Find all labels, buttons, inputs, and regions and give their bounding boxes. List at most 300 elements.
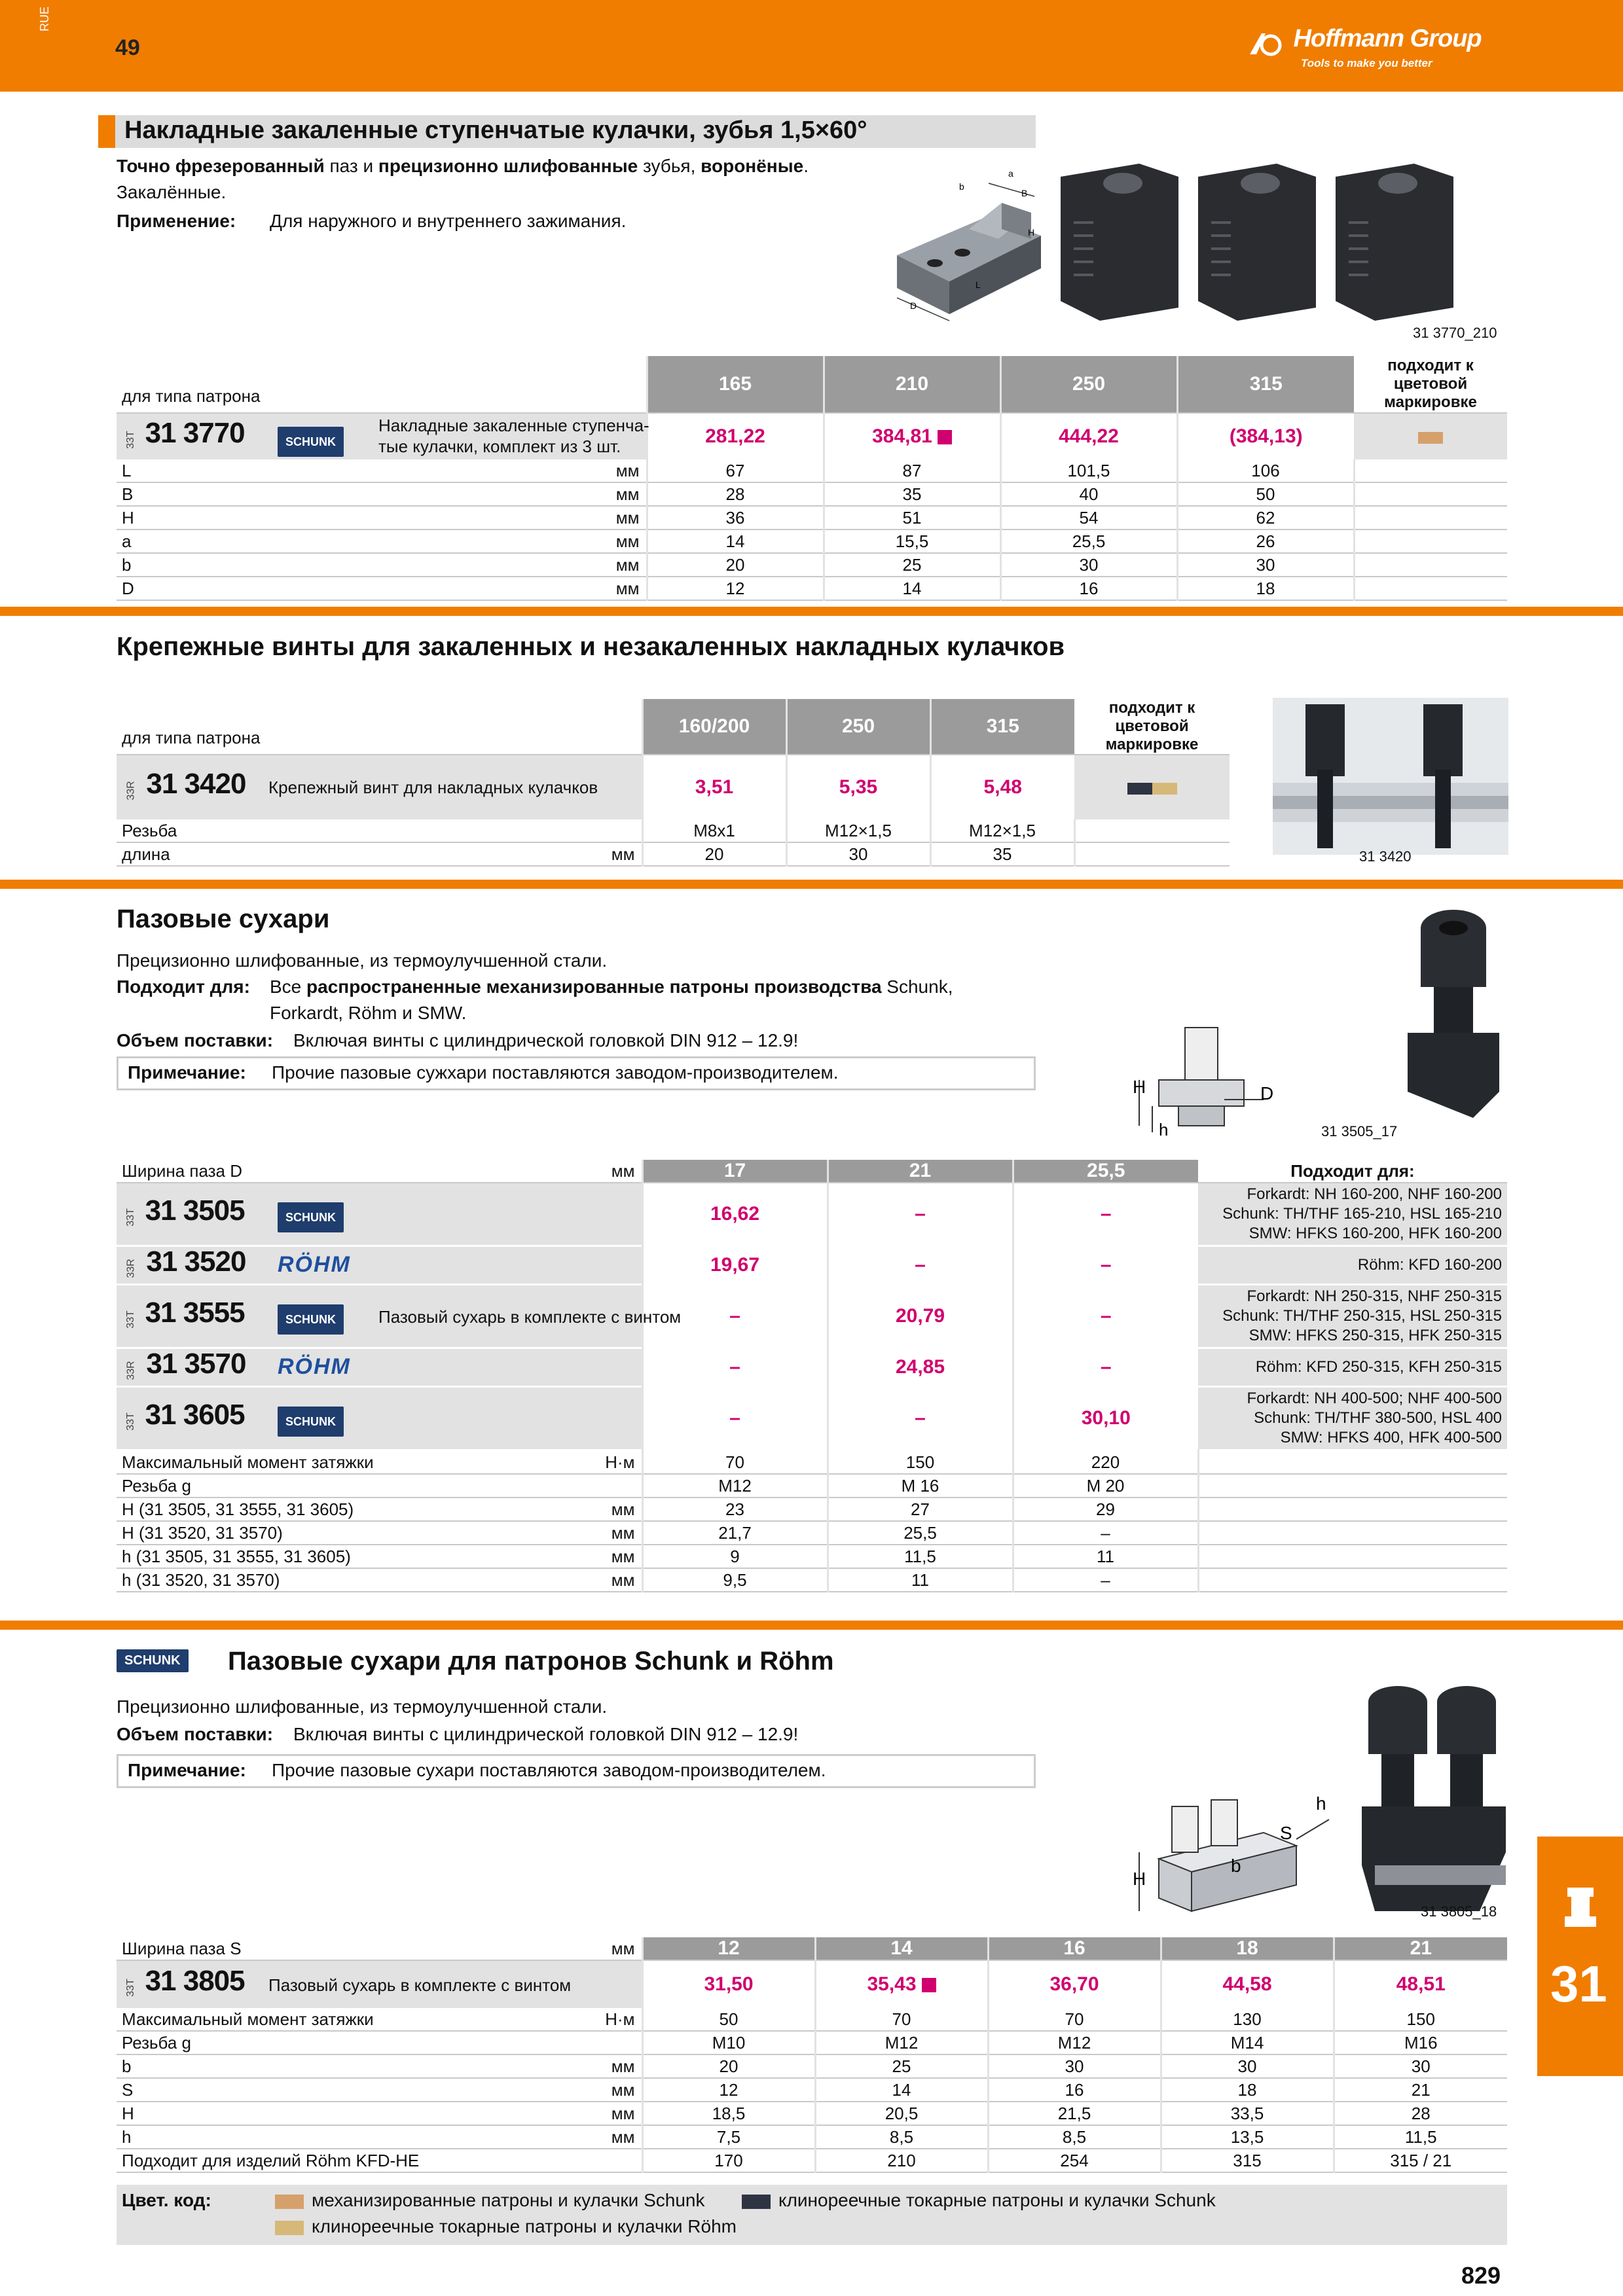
spec-unit: мм (611, 1523, 635, 1543)
spec-label: S (122, 2080, 134, 2100)
fits-line: Schunk: TH/THF 250-315, HSL 250-315 (1222, 1307, 1502, 1325)
schunk-brand-logo: SCHUNK (278, 427, 344, 457)
price-cell: – (642, 1285, 828, 1348)
spec-value: 28 (1334, 2102, 1507, 2125)
empty-cell (1354, 529, 1507, 553)
chapter-tab[interactable] (1537, 1837, 1623, 2076)
article-desc-line1: Накладные закаленные ступенча- (378, 416, 649, 435)
size-col: 165 (647, 356, 824, 413)
spec-row (117, 553, 1507, 577)
spec-row (117, 2149, 1507, 2172)
spec-row (117, 819, 1230, 842)
delivery-text: Включая винты с цилиндрической головкой DIN 912 – 12.9! (293, 1030, 799, 1050)
spec-value: 50 (1177, 482, 1354, 506)
fits-text (270, 974, 953, 1000)
article-desc: Пазовый сухарь в комплекте с винтом (268, 1975, 572, 1995)
price-cell (815, 1960, 988, 2008)
price-cell: 5,48 (930, 755, 1074, 819)
section1-title: Накладные закаленные ступенчатые кулачки, зубья 1,5×60° (124, 117, 867, 144)
head-label (117, 1160, 642, 1183)
spec-value: 30 (1000, 553, 1177, 577)
spec-value: 25,5 (828, 1521, 1013, 1545)
spec-value: 20 (647, 553, 824, 577)
spec-value: 14 (647, 529, 824, 553)
color-swatch-cell (1074, 755, 1230, 819)
head-label-text: Ширина паза D (122, 1161, 243, 1181)
price-cell: – (828, 1387, 1013, 1450)
spec-unit: мм (611, 1499, 635, 1519)
spec-value: 25 (815, 2054, 988, 2078)
section1-description (117, 153, 809, 179)
spec-value: 12 (647, 577, 824, 600)
spec-value: 30 (988, 2054, 1161, 2078)
spec-unit: мм (615, 531, 640, 551)
article-row[interactable] (117, 1387, 1507, 1450)
spec-row (117, 577, 1507, 600)
hoffmann-logo[interactable] (1247, 25, 1482, 70)
fits-line: Schunk: TH/THF 380-500, HSL 400 (1254, 1409, 1502, 1427)
t-nut-photo (1395, 902, 1512, 1124)
spec-unit: мм (611, 2080, 635, 2100)
section2-table (117, 699, 1230, 867)
dim-label-b: b (1231, 1856, 1241, 1876)
spec-value: 30 (1334, 2054, 1507, 2078)
spec-label-cell (117, 529, 647, 553)
spec-row (117, 2125, 1507, 2149)
legend-text: механизированные патроны и кулачки Schunk (312, 2190, 705, 2210)
schunk-brand-logo: SCHUNK (117, 1649, 189, 1672)
jaw-drawing (890, 157, 1048, 321)
price-cell: 281,22 (647, 413, 824, 459)
spec-label-cell (117, 2008, 642, 2031)
fits-cell (1198, 1183, 1507, 1246)
note-box (117, 1056, 1036, 1090)
legend-item (275, 2214, 737, 2240)
spec-row (117, 2008, 1507, 2031)
head-unit: мм (611, 1161, 635, 1181)
size-col: 14 (815, 1937, 988, 1960)
spec-value: 9 (642, 1545, 828, 1568)
spec-value: 70 (988, 2008, 1161, 2031)
spec-row (117, 1498, 1507, 1521)
article-desc-line2: тые кулачки, комплект из 3 шт. (378, 437, 621, 456)
spec-label-cell (117, 2102, 642, 2125)
dim-label-S: S (1280, 1823, 1292, 1843)
price-cell: – (1013, 1183, 1198, 1246)
spec-row (117, 506, 1507, 529)
article-number: 31 3520 (146, 1246, 246, 1278)
article-row[interactable] (117, 1960, 1507, 2008)
spec-value: 150 (1334, 2008, 1507, 2031)
spec-value: M12×1,5 (930, 819, 1074, 842)
spec-unit: мм (611, 1570, 635, 1590)
article-row[interactable] (117, 1285, 1507, 1348)
spec-value: 28 (647, 482, 824, 506)
empty-cell (1198, 1450, 1507, 1475)
spec-value: M14 (1161, 2031, 1334, 2054)
spec-value: 27 (828, 1498, 1013, 1521)
logo-tagline: Tools to make you better (1301, 56, 1432, 69)
article-row[interactable] (117, 1183, 1507, 1246)
language-code: RUE (38, 6, 51, 31)
legend-label: Цвет. код: (122, 2190, 211, 2210)
fits-line: Forkardt: NH 400-500; NHF 400-500 (1247, 1390, 1502, 1407)
spec-value: 18 (1161, 2078, 1334, 2102)
section2-image-caption: 31 3420 (1359, 848, 1412, 865)
fits-line: Forkardt: NH 160-200, NHF 160-200 (1247, 1185, 1502, 1203)
spec-value: 70 (815, 2008, 988, 2031)
spec-value: 35 (824, 482, 1000, 506)
section4-title: Пазовые сухари для патронов Schunk и Röhm (228, 1647, 834, 1676)
price-cell: 30,10 (1013, 1387, 1198, 1450)
head-label: для типа патрона (117, 699, 642, 755)
fits-cell (1198, 1387, 1507, 1450)
article-row[interactable] (117, 755, 1230, 819)
spec-value: 7,5 (642, 2125, 815, 2149)
dim-label-a: a (1008, 168, 1013, 179)
spec-value: 25 (824, 553, 1000, 577)
spec-value: 14 (824, 577, 1000, 600)
spec-label: Подходит для изделий Röhm KFD-HE (122, 2151, 420, 2170)
spec-unit: мм (611, 1547, 635, 1566)
price-cell: – (1013, 1246, 1198, 1285)
section1-title-bar (98, 115, 1036, 148)
legend-swatch-icon (275, 2195, 304, 2209)
spec-row (117, 2102, 1507, 2125)
spec-label-cell (117, 506, 647, 529)
desc-bold: прецизионно шлифованные (378, 156, 638, 176)
spec-value: 21,7 (642, 1521, 828, 1545)
spec-value: 21,5 (988, 2102, 1161, 2125)
size-col: 315 (1177, 356, 1354, 413)
dim-label-b: b (959, 181, 964, 192)
spec-value: 315 (1161, 2149, 1334, 2172)
spec-value: 18 (1177, 577, 1354, 600)
spec-unit: Н·м (605, 1452, 635, 1472)
spec-value: 30 (1177, 553, 1354, 577)
bolts-photo (1273, 698, 1508, 855)
article-row[interactable] (117, 1348, 1507, 1387)
spec-row (117, 482, 1507, 506)
spec-unit: мм (615, 579, 640, 598)
empty-cell (1074, 819, 1230, 842)
spec-value: 35 (930, 842, 1074, 866)
spec-label-cell (117, 1568, 642, 1592)
spec-unit: мм (615, 508, 640, 528)
empty-cell (1074, 842, 1230, 866)
spec-row (117, 459, 1507, 482)
spec-value: 11 (1013, 1545, 1198, 1568)
fits-cell (1198, 1348, 1507, 1387)
spec-value: 9,5 (642, 1568, 828, 1592)
section-divider (0, 880, 1623, 889)
spec-label-cell (117, 577, 647, 600)
spec-value: 30 (1161, 2054, 1334, 2078)
spec-unit: мм (611, 844, 635, 864)
desc-text: зубья, (638, 156, 701, 176)
section1-table (117, 356, 1507, 601)
spec-rows (117, 1450, 1507, 1592)
legend-text: клинореечные токарные патроны и кулачки Schunk (778, 2190, 1216, 2210)
spec-unit: мм (615, 484, 640, 504)
fits-line: Röhm: KFD 160-200 (1357, 1256, 1502, 1274)
fits-cell (1198, 1246, 1507, 1285)
spec-value: 33,5 (1161, 2102, 1334, 2125)
fits-label: Подходит для: (117, 977, 250, 997)
article-prefix: 33R (125, 1259, 137, 1278)
article-number: 31 3505 (145, 1194, 245, 1227)
spec-value: M 20 (1013, 1474, 1198, 1498)
price-cell: 3,51 (642, 755, 786, 819)
title-accent (98, 115, 115, 148)
spec-value: 130 (1161, 2008, 1334, 2031)
price-cell: 31,50 (642, 1960, 815, 2008)
spec-value: 20,5 (815, 2102, 988, 2125)
note-label: Примечание: (128, 1760, 246, 1780)
article-number: 31 3420 (146, 768, 246, 800)
spec-value: 30 (786, 842, 930, 866)
delivery-label: Объем поставки: (117, 1030, 274, 1050)
article-prefix: 33T (124, 1412, 136, 1431)
section3-table (117, 1160, 1507, 1592)
spec-value: 8,5 (815, 2125, 988, 2149)
spec-label: D (122, 579, 134, 598)
spec-label-cell (117, 2054, 642, 2078)
section4-line1: Прецизионно шлифованные, из термоулучшенной стали. (117, 1696, 608, 1717)
fits-line: SMW: HFKS 250-315, HFK 250-315 (1249, 1327, 1502, 1344)
head-label (117, 1937, 642, 1960)
spec-value: M10 (642, 2031, 815, 2054)
schunk-brand-logo: SCHUNK (278, 1202, 344, 1232)
section1-line2: Закалённые. (117, 182, 227, 202)
spec-label: H (122, 2104, 134, 2123)
empty-cell (1198, 1545, 1507, 1568)
section-divider (0, 607, 1623, 616)
spec-label-cell (117, 2125, 642, 2149)
section3-image-caption: 31 3505_17 (1321, 1123, 1398, 1139)
article-row[interactable] (117, 413, 1507, 459)
spec-label: Резьба (122, 821, 177, 840)
desc-bold: Точно фрезерованный (117, 156, 325, 176)
price-cell: 5,35 (786, 755, 930, 819)
article-cell (117, 1348, 642, 1387)
application-label: Применение: (117, 211, 236, 231)
note-box (117, 1754, 1036, 1788)
spec-value: 254 (988, 2149, 1161, 2172)
price-cell: 19,67 (642, 1246, 828, 1285)
spec-row (117, 529, 1507, 553)
size-col: 16 (988, 1937, 1161, 1960)
price-cell: 444,22 (1000, 413, 1177, 459)
spec-row (117, 1545, 1507, 1568)
dim-label-H: H (1133, 1869, 1146, 1889)
spec-value: 62 (1177, 506, 1354, 529)
spec-label-cell (117, 2031, 642, 2054)
logo-name: Hoffmann Group (1293, 25, 1482, 52)
fits-text-bold: распространенные механизированные патроны производства (306, 977, 882, 997)
spec-label: H (31 3505, 31 3555, 31 3605) (122, 1499, 354, 1519)
spec-value: 50 (642, 2008, 815, 2031)
t-nut-drawing (1133, 1008, 1277, 1139)
spec-label-cell (117, 1498, 642, 1521)
legend-swatch-icon (742, 2195, 771, 2209)
article-number: 31 3805 (145, 1965, 245, 1997)
spec-value: M12 (642, 1474, 828, 1498)
size-col: 210 (824, 356, 1000, 413)
t-nut-photo (1349, 1676, 1512, 1911)
fits-line: Schunk: TH/THF 165-210, HSL 165-210 (1222, 1205, 1502, 1223)
fits-text-part: Schunk, (881, 977, 953, 997)
spec-value: M8x1 (642, 819, 786, 842)
empty-cell (1354, 506, 1507, 529)
fits-line: Forkardt: NH 250-315, NHF 250-315 (1247, 1287, 1502, 1305)
spec-value: 11 (828, 1568, 1013, 1592)
head-label-text: Ширина паза S (122, 1939, 242, 1958)
spec-label-cell (117, 482, 647, 506)
article-desc: Пазовый сухарь в комплекте с винтом (378, 1307, 682, 1327)
head-unit: мм (611, 1939, 635, 1958)
spec-value: 101,5 (1000, 459, 1177, 482)
price-cell: – (828, 1183, 1013, 1246)
spec-unit: Н·м (605, 2009, 635, 2029)
spec-label-cell (117, 1521, 642, 1545)
price-value: 384,81 (872, 425, 932, 447)
rohm-brand-logo: RÖHM (278, 1354, 351, 1379)
desc-text: паз и (324, 156, 378, 176)
article-row[interactable] (117, 1246, 1507, 1285)
empty-cell (1198, 1498, 1507, 1521)
fits-text-line2: Forkardt, Röhm и SMW. (270, 1003, 467, 1023)
spec-value: 23 (642, 1498, 828, 1521)
schunk-brand-logo: SCHUNK (278, 1304, 344, 1335)
page-number-top: 49 (115, 35, 140, 60)
note-label: Примечание: (128, 1062, 246, 1083)
color-swatch-icon (1418, 432, 1443, 444)
head-label: для типа патрона (117, 356, 647, 413)
spec-value: 18,5 (642, 2102, 815, 2125)
article-prefix: 33T (124, 1979, 136, 1997)
spec-label: Максимальный момент затяжки (122, 2009, 374, 2029)
spec-value: 67 (647, 459, 824, 482)
article-cell (117, 1387, 642, 1450)
spec-label: h (31 3520, 31 3570) (122, 1570, 280, 1590)
spec-value: M12 (988, 2031, 1161, 2054)
spec-label-cell (117, 1450, 642, 1475)
fits-line: SMW: HFKS 400, HFK 400-500 (1280, 1429, 1502, 1446)
color-swatch-icon (1127, 783, 1152, 795)
color-code-legend (117, 2185, 1507, 2245)
price-cell: – (642, 1348, 828, 1387)
spec-value: M16 (1334, 2031, 1507, 2054)
article-number: 31 3770 (145, 417, 245, 449)
spec-value: 26 (1177, 529, 1354, 553)
spec-value: 106 (1177, 459, 1354, 482)
dim-label-h: h (1316, 1793, 1326, 1814)
article-prefix: 33T (124, 1208, 136, 1227)
price-cell: – (828, 1246, 1013, 1285)
article-prefix: 33R (125, 781, 137, 800)
dim-label-D: D (1260, 1083, 1274, 1103)
size-col: 25,5 (1013, 1160, 1198, 1183)
spec-value: 12 (642, 2078, 815, 2102)
size-col: 21 (1334, 1937, 1507, 1960)
chapter-number: 31 (1550, 1955, 1607, 2013)
article-rows (117, 1183, 1507, 1450)
section1-image-caption: 31 3770_210 (1413, 325, 1497, 341)
spec-value: 220 (1013, 1450, 1198, 1475)
spec-unit: мм (611, 2056, 635, 2076)
spec-value: 14 (815, 2078, 988, 2102)
spec-value: 25,5 (1000, 529, 1177, 553)
price-cell (824, 413, 1000, 459)
t-nut-drawing (1133, 1780, 1342, 1924)
fits-cell (1198, 1285, 1507, 1348)
fits-line: SMW: HFKS 160-200, HFK 160-200 (1249, 1225, 1502, 1242)
spec-label: B (122, 484, 134, 504)
spec-value: 54 (1000, 506, 1177, 529)
table-header-row (117, 699, 1230, 755)
spec-unit: мм (611, 2104, 635, 2123)
article-prefix: 33T (124, 1310, 136, 1329)
article-number: 31 3605 (145, 1399, 245, 1431)
spec-label-cell (117, 819, 642, 842)
spec-value: – (1013, 1521, 1198, 1545)
dim-label-L: L (976, 279, 981, 290)
application-text: Для наружного и внутреннего зажимания. (270, 211, 627, 231)
spec-row (117, 1450, 1507, 1475)
spec-value: 20 (642, 842, 786, 866)
section4-table (117, 1937, 1507, 2173)
spec-label: длина (122, 844, 170, 864)
spec-value: 13,5 (1161, 2125, 1334, 2149)
chuck-icon (1561, 1885, 1600, 1931)
spec-rows (117, 2008, 1507, 2172)
spec-label: b (122, 555, 132, 575)
spec-label-cell (117, 1474, 642, 1498)
size-col: 21 (828, 1160, 1013, 1183)
price-cell: 24,85 (828, 1348, 1013, 1387)
color-marking-head: подходит к цветовой маркировке (1074, 699, 1230, 755)
price-cell: – (642, 1387, 828, 1450)
spec-label: L (122, 461, 132, 480)
section2-title: Крепежные винты для закаленных и незакаленных накладных кулачков (117, 632, 1065, 661)
spec-value: M12 (815, 2031, 988, 2054)
article-cell (117, 1183, 642, 1246)
jaws-photo (1048, 151, 1506, 321)
spec-value: – (1013, 1568, 1198, 1592)
note-text: Прочие пазовые сужхари поставляются заводом-производителем. (272, 1062, 839, 1083)
empty-cell (1354, 459, 1507, 482)
spec-value: 16 (988, 2078, 1161, 2102)
spec-label: b (122, 2056, 132, 2076)
section3-line1: Прецизионно шлифованные, из термоулучшенной стали. (117, 950, 608, 971)
spec-value: M12×1,5 (786, 819, 930, 842)
spec-label: H (31 3520, 31 3570) (122, 1523, 283, 1543)
spec-label: a (122, 531, 132, 551)
spec-value: 11,5 (1334, 2125, 1507, 2149)
empty-cell (1354, 553, 1507, 577)
spec-label: Резьба g (122, 2033, 191, 2053)
spec-value: 16 (1000, 577, 1177, 600)
dim-label-h: h (1159, 1120, 1169, 1139)
spec-label: H (122, 508, 134, 528)
legend-item (275, 2187, 705, 2214)
schunk-brand-logo: SCHUNK (278, 1407, 344, 1437)
spec-row (117, 1474, 1507, 1498)
color-swatch-icon (1152, 783, 1177, 795)
legend-swatch-icon (275, 2221, 304, 2235)
spec-value: 51 (824, 506, 1000, 529)
